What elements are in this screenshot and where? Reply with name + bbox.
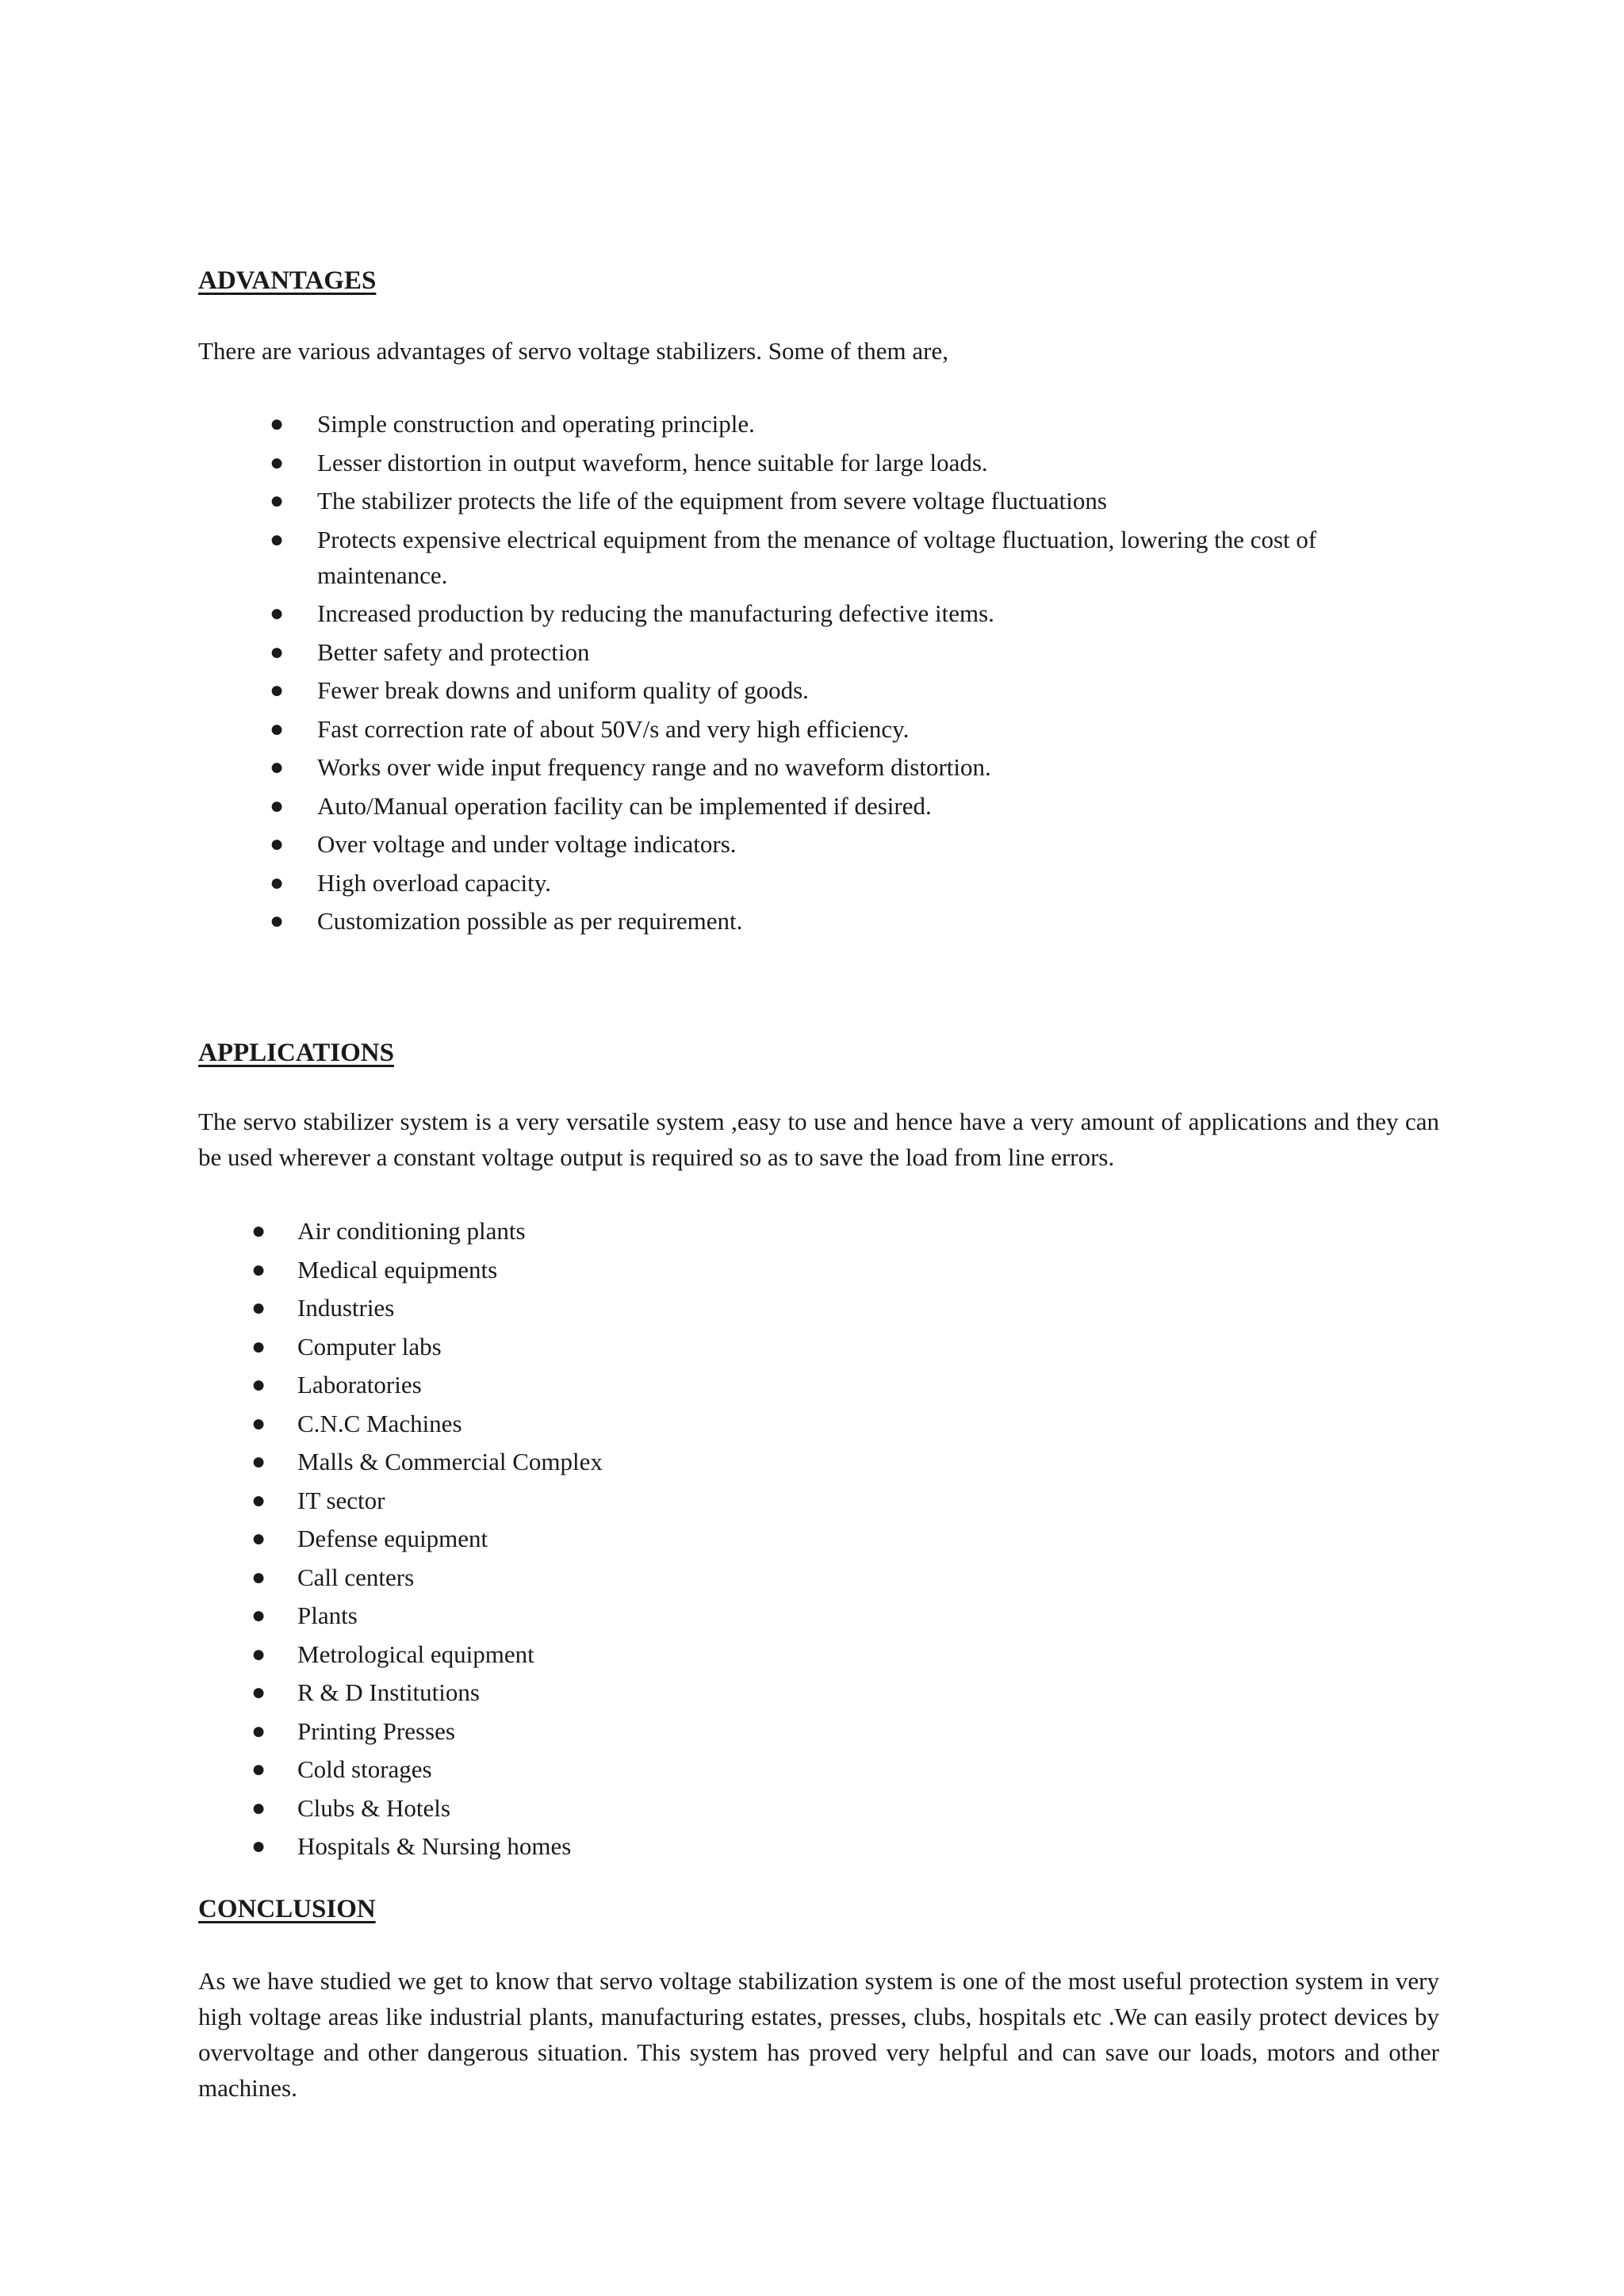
list-item — [251, 1713, 1423, 1749]
list-item-text: Hospitals & Nursing homes — [297, 1832, 572, 1860]
list-item-text: Metrological equipment — [297, 1640, 534, 1668]
list-item — [251, 1636, 1423, 1672]
list-item-text: The stabilizer protects the life of the equipment from severe voltage fluctuations — [317, 487, 1107, 515]
bullet-icon: ● — [270, 869, 285, 896]
bullet-icon: ● — [270, 600, 285, 626]
bullet-icon: ● — [251, 1717, 266, 1744]
list-item — [270, 406, 1443, 442]
bullet-icon: ● — [251, 1410, 266, 1437]
bullet-icon: ● — [270, 449, 285, 476]
bullet-icon: ● — [270, 715, 285, 742]
list-item-text: Fewer break downs and uniform quality of goods. — [317, 676, 809, 704]
advantages-heading: ADVANTAGES — [198, 266, 377, 295]
applications-intro: The servo stabilizer system is a very versatile system ,easy to use and hence have a very amount of applications and they can be used wherever a constant voltage output is required so as to save the load from line errors. — [198, 1108, 1439, 1171]
list-item — [270, 903, 1443, 939]
list-item — [270, 522, 1443, 593]
list-item-text: Customization possible as per requirement. — [317, 907, 743, 935]
conclusion-text: As we have studied we get to know that servo voltage stabilization system is one of the most useful protection system in very high voltage areas like industrial plants, manufacturing estates, presses, clubs, hospitals etc .We can easily protect devices by overvoltage and other dangerous situation. This system has proved very helpful and can save our loads, motors and other machines. — [198, 1967, 1439, 2102]
bullet-icon: ● — [251, 1487, 266, 1513]
list-item-text: IT sector — [297, 1486, 385, 1514]
applications-list — [251, 1213, 1423, 1867]
list-item-text: Medical equipments — [297, 1255, 498, 1284]
list-item-text: Lesser distortion in output waveform, hence suitable for large loads. — [317, 448, 988, 476]
list-item-text: Printing Presses — [297, 1716, 455, 1745]
applications-heading: APPLICATIONS — [198, 1039, 394, 1067]
list-item — [270, 711, 1443, 747]
list-item-text: Fast correction rate of about 50V/s and very high efficiency. — [317, 714, 910, 743]
bullet-icon: ● — [251, 1756, 266, 1782]
bullet-icon: ● — [251, 1372, 266, 1398]
list-item — [270, 749, 1443, 785]
list-item — [270, 672, 1443, 708]
list-item — [270, 595, 1443, 631]
bullet-icon: ● — [270, 754, 285, 780]
list-item-text: R & D Institutions — [297, 1678, 480, 1706]
bullet-icon: ● — [270, 831, 285, 857]
list-item — [270, 788, 1443, 824]
list-item-text: Air conditioning plants — [297, 1217, 526, 1245]
bullet-icon: ● — [251, 1448, 266, 1475]
bullet-icon: ● — [251, 1256, 266, 1283]
bullet-icon: ● — [270, 488, 285, 514]
list-item — [270, 826, 1443, 862]
bullet-icon: ● — [270, 411, 285, 437]
list-item — [251, 1367, 1423, 1402]
list-item — [251, 1329, 1423, 1364]
bullet-icon: ● — [251, 1679, 266, 1705]
bullet-icon: ● — [251, 1218, 266, 1244]
list-item — [251, 1444, 1423, 1479]
list-item — [270, 445, 1443, 480]
list-item — [270, 634, 1443, 670]
list-item — [251, 1559, 1423, 1595]
list-item-text: Plants — [297, 1601, 358, 1629]
list-item — [251, 1213, 1423, 1249]
list-item-text: Industries — [297, 1294, 395, 1322]
list-item-text: Malls & Commercial Complex — [297, 1448, 603, 1475]
list-item — [251, 1828, 1423, 1864]
list-item — [251, 1674, 1423, 1710]
list-item — [251, 1598, 1423, 1633]
advantages-list — [270, 406, 1443, 942]
bullet-icon: ● — [270, 792, 285, 819]
list-item-text: Works over wide input frequency range and no waveform distortion. — [317, 753, 991, 781]
list-item-text: C.N.C Machines — [297, 1409, 462, 1437]
list-item — [251, 1290, 1423, 1326]
list-item — [270, 865, 1443, 901]
bullet-icon: ● — [270, 908, 285, 934]
bullet-icon: ● — [251, 1794, 266, 1821]
list-item — [251, 1252, 1423, 1288]
bullet-icon: ● — [251, 1333, 266, 1360]
bullet-icon: ● — [251, 1563, 266, 1590]
list-item — [270, 483, 1443, 519]
bullet-icon: ● — [270, 638, 285, 665]
bullet-icon: ● — [251, 1640, 266, 1667]
conclusion-heading: CONCLUSION — [198, 1895, 376, 1923]
bullet-icon: ● — [270, 526, 285, 553]
list-item-text: High overload capacity. — [317, 868, 551, 897]
bullet-icon: ● — [251, 1295, 266, 1321]
list-item — [251, 1406, 1423, 1441]
list-item-text: Increased production by reducing the manufacturing defective items. — [317, 599, 994, 627]
list-item — [251, 1751, 1423, 1787]
list-item-text: Call centers — [297, 1563, 415, 1591]
list-item — [251, 1521, 1423, 1556]
list-item-text: Better safety and protection — [317, 637, 590, 666]
list-item-text: Computer labs — [297, 1332, 442, 1360]
list-item-text: Laboratories — [297, 1371, 422, 1399]
bullet-icon: ● — [251, 1602, 266, 1628]
list-item-text: Simple construction and operating principle. — [317, 410, 755, 438]
list-item-text: Protects expensive electrical equipment from the menance of voltage fluctuation, lowering the cost of maintenance. — [317, 525, 1317, 589]
bullet-icon: ● — [270, 677, 285, 703]
list-item — [251, 1790, 1423, 1826]
list-item — [251, 1483, 1423, 1518]
bullet-icon: ● — [251, 1525, 266, 1552]
list-item-text: Clubs & Hotels — [297, 1793, 450, 1822]
list-item-text: Over voltage and under voltage indicators. — [317, 830, 737, 858]
list-item-text: Auto/Manual operation facility can be implemented if desired. — [317, 791, 932, 820]
advantages-intro: There are various advantages of servo voltage stabilizers. Some of them are, — [198, 337, 948, 365]
list-item-text: Cold storages — [297, 1755, 432, 1783]
bullet-icon: ● — [251, 1833, 266, 1859]
list-item-text: Defense equipment — [297, 1525, 488, 1552]
